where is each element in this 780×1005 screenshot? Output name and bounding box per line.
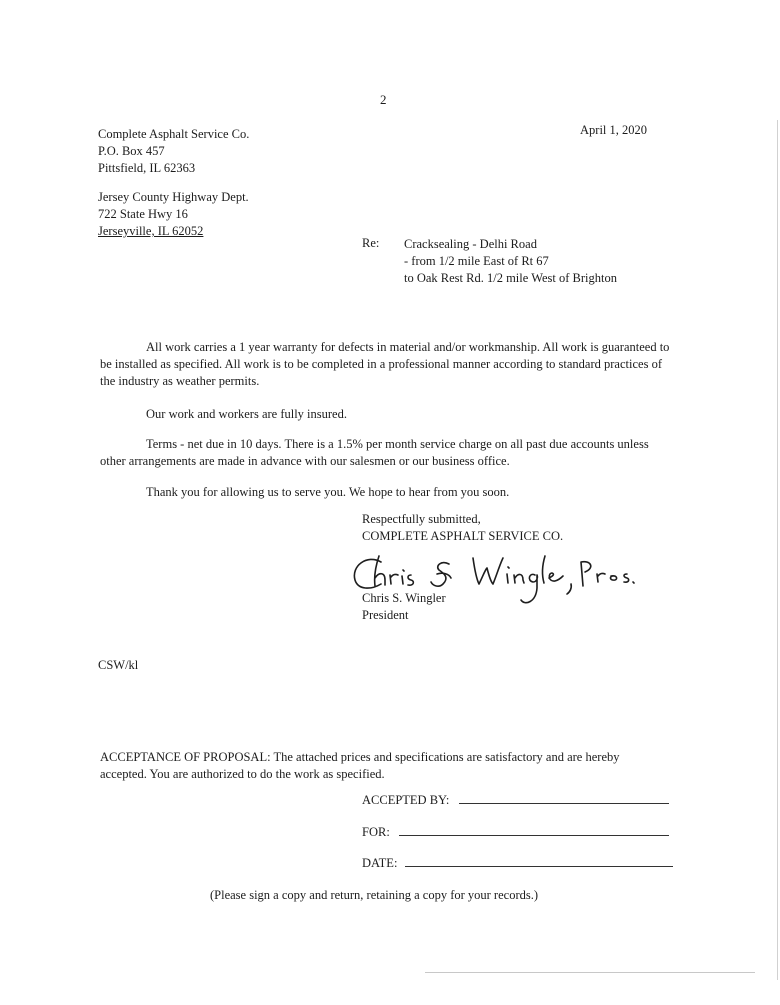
acceptance-heading: ACCEPTANCE OF PROPOSAL:: [100, 750, 271, 764]
terms-paragraph: Terms - net due in 10 days. There is a 1.5% per month service charge on all past due accounts unless other arrangements are made in advance with our salesmen or our business office.: [100, 437, 649, 468]
closing-company: COMPLETE ASPHALT SERVICE CO.: [362, 529, 564, 543]
re-subject-line3: to Oak Rest Rd. 1/2 mile West of Brighton: [404, 271, 617, 285]
for-line[interactable]: [399, 825, 669, 836]
accepted-by-line[interactable]: [459, 793, 669, 804]
for-field[interactable]: [362, 825, 669, 840]
letter-date: April 1, 2020: [580, 123, 648, 137]
recipient-address: [98, 189, 249, 240]
recipient-name: Jersey County Highway Dept.: [98, 190, 249, 204]
acceptance-text: The attached prices and specifications are satisfactory and are hereby accepted. You are authorized to do the work as specified.: [100, 750, 620, 781]
date-line[interactable]: [405, 856, 673, 867]
re-subject-line1: Cracksealing - Delhi Road: [404, 237, 537, 251]
re-subject-line2: - from 1/2 mile East of Rt 67: [404, 254, 549, 268]
closing-block: [362, 511, 563, 545]
scan-edge-line-right: [777, 120, 778, 980]
insured-paragraph: Our work and workers are fully insured.: [146, 407, 347, 421]
sender-address-line2: Pittsfield, IL 62363: [98, 161, 196, 175]
closing-respectfully: Respectfully submitted,: [362, 512, 481, 526]
typist-initials: CSW/kl: [98, 658, 139, 672]
sender-name: Complete Asphalt Service Co.: [98, 127, 250, 141]
warranty-paragraph: All work carries a 1 year warranty for defects in material and/or workmanship. All work is guaranteed to be installed as specified. All work is to be completed in a professional manner according to standard practices of the industry as weather permits.: [100, 340, 670, 388]
for-label: FOR:: [362, 825, 390, 839]
recipient-address-line2: Jerseyville, IL 62052: [98, 224, 204, 238]
scan-edge-line-bottom: [425, 972, 755, 973]
thanks-paragraph: Thank you for allowing us to serve you. We hope to hear from you soon.: [146, 485, 510, 499]
page-number: 2: [380, 92, 387, 107]
signer-name: Chris S. Wingler: [362, 591, 446, 605]
return-note: (Please sign a copy and return, retaining a copy for your records.): [210, 888, 539, 902]
recipient-address-line1: 722 State Hwy 16: [98, 207, 188, 221]
signer-block: [362, 590, 446, 624]
sender-address-line1: P.O. Box 457: [98, 144, 165, 158]
signer-title: President: [362, 608, 409, 622]
date-field[interactable]: [362, 856, 673, 871]
re-label: Re:: [362, 236, 380, 250]
acceptance-paragraph: [100, 749, 668, 783]
re-subject: [404, 236, 617, 287]
accepted-by-field[interactable]: [362, 793, 669, 808]
date-label: DATE:: [362, 856, 398, 870]
accepted-by-label: ACCEPTED BY:: [362, 793, 450, 807]
sender-address: [98, 126, 249, 177]
